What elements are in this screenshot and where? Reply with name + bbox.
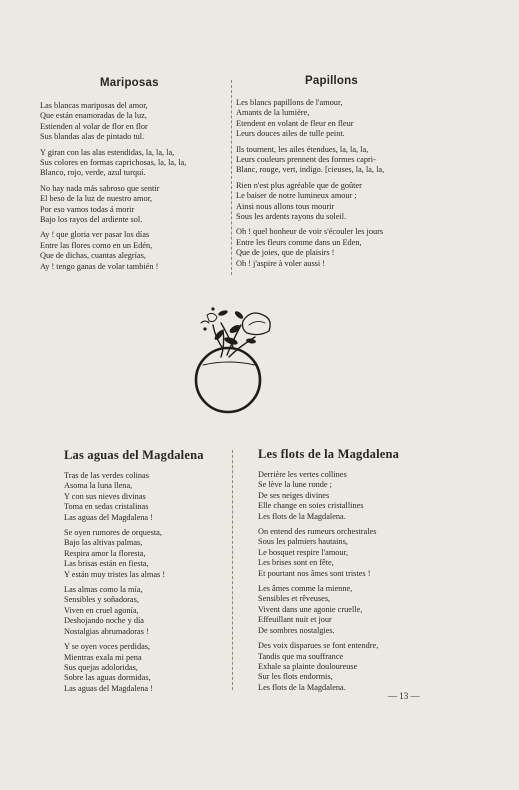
- stanza: [40, 230, 186, 272]
- verse-line: Sous les ardents rayons du soleil.: [236, 212, 347, 222]
- verse-line: Les âmes comme la mienne,: [258, 584, 353, 594]
- verse-line: Nostalgias abrumadoras !: [64, 626, 149, 636]
- verse-line: Y se oyen voces perdidas,: [64, 642, 151, 652]
- stanza: [64, 528, 165, 580]
- stanza: [64, 642, 165, 694]
- verse-line: Ay ! que gloria ver pasar los días: [40, 230, 150, 240]
- verse-line: Etendent en volant de fleur en fleur: [236, 118, 354, 128]
- verse-line: Se oyen rumores de orquesta,: [64, 528, 162, 538]
- stanza: [236, 181, 384, 223]
- verse-line: Que están enamoradas de la luz,: [40, 111, 147, 121]
- verse-line: Ay ! tengo ganas de volar también !: [40, 261, 159, 271]
- verse-line: Des voix disparues se font entendre,: [258, 641, 379, 651]
- verse-line: De sombres nostalgies.: [258, 625, 335, 635]
- verse-line: Sobre las aguas dormidas,: [64, 673, 151, 683]
- verse-line: Blanc, rouge, vert, indigo. [cieuses, la, la, la,: [236, 165, 385, 175]
- column-divider: [231, 80, 232, 275]
- flower-vase-icon: [193, 285, 283, 425]
- poem-title-las-aguas: Las aguas del Magdalena: [64, 448, 204, 462]
- verse-line: No hay nada más sabroso que sentir: [40, 183, 160, 193]
- verse-line: Sur les flots endormis,: [258, 672, 333, 682]
- verse-line: Respira amor la floresta,: [64, 548, 146, 558]
- verse-line: Las almas como la mía,: [64, 585, 143, 595]
- verse-line: Sus quejas adoloridas,: [64, 662, 138, 672]
- poem-title-papillons: Papillons: [305, 75, 358, 87]
- verse-line: Effeuillant nuit et jour: [258, 615, 332, 625]
- stanza: [40, 184, 186, 226]
- verse-line: Vivent dans une agonie cruelle,: [258, 604, 363, 614]
- verse-line: Bajo los rayos del ardiente sol.: [40, 215, 143, 225]
- verse-line: Asoma la luna llena,: [64, 481, 133, 491]
- poem-french-les-flots: [258, 470, 378, 698]
- verse-line: Oh ! j'aspire à voler aussi !: [236, 258, 326, 268]
- verse-line: Exhale sa plainte douloureuse: [258, 661, 358, 671]
- verse-line: Le baiser de notre lumineux amour ;: [236, 191, 357, 201]
- verse-line: De ses neiges divines: [258, 490, 330, 500]
- verse-line: Derrière les vertes collines: [258, 470, 347, 479]
- verse-line: Les blancs papillons de l'amour,: [236, 98, 343, 107]
- stanza: [64, 471, 165, 523]
- verse-line: Sous les palmiers hautains,: [258, 537, 348, 547]
- poem-title-mariposas: Mariposas: [100, 77, 159, 89]
- verse-line: Les flots de la Magdalena.: [258, 682, 346, 692]
- page-number: — 13 —: [388, 691, 420, 701]
- stanza: [40, 101, 186, 143]
- verse-line: Oh ! quel bonheur de voir s'écouler les jours: [236, 227, 384, 237]
- verse-line: Viven en cruel agonía,: [64, 605, 139, 615]
- verse-line: Las brisas están en fiesta,: [64, 559, 149, 569]
- verse-line: Mientras exala mi pena: [64, 652, 142, 662]
- verse-line: Se lève la lune ronde ;: [258, 480, 332, 490]
- verse-line: Las aguas del Magdalena !: [64, 512, 153, 522]
- verse-line: Tandis que ma souffrance: [258, 651, 344, 661]
- verse-line: Estienden al volar de flor en flor: [40, 121, 148, 131]
- verse-line: El beso de la luz de nuestro amor,: [40, 194, 153, 204]
- column-divider: [232, 450, 233, 690]
- stanza: [258, 527, 378, 579]
- verse-line: Tras de las verdes colinas: [64, 471, 149, 480]
- verse-line: Sus colores en formas caprichosas, la, la, la,: [40, 158, 187, 168]
- verse-line: Les brises sont en fête,: [258, 558, 334, 568]
- verse-line: Y con sus nieves divinas: [64, 491, 146, 501]
- verse-line: Sus blandas alas de pintado tul.: [40, 132, 145, 142]
- verse-line: Que de dichas, cuantas alegrías,: [40, 251, 146, 261]
- verse-line: Y están muy tristes las almas !: [64, 569, 166, 579]
- verse-line: Las aguas del Magdalena !: [64, 683, 153, 693]
- verse-line: Y giran con las alas estendidas, la, la, la,: [40, 147, 175, 157]
- poem-title-les-flots: Les flots de la Magdalena: [258, 447, 400, 461]
- verse-line: Bajo las altivas palmas,: [64, 538, 143, 548]
- verse-line: Les flots de la Magdalena.: [258, 511, 346, 521]
- stanza: [236, 145, 384, 176]
- poem-spanish-mariposas: [40, 101, 186, 277]
- verse-line: Rien n'est plus agréable que de goûter: [236, 180, 362, 190]
- verse-line: On entend des rumeurs orchestrales: [258, 527, 377, 537]
- verse-line: Ils tournent, les ailes étendues, la, la, la,: [236, 144, 369, 154]
- verse-line: Amants de la lumière,: [236, 108, 310, 118]
- stanza: [236, 98, 384, 140]
- verse-line: Et pourtant nos âmes sont tristes !: [258, 568, 371, 578]
- verse-line: Deshojando noche y día: [64, 616, 144, 626]
- verse-line: Le bosquet respire l'amour,: [258, 547, 349, 557]
- verse-line: Por eso vamos todas á morir: [40, 204, 135, 214]
- stanza: [258, 584, 378, 636]
- verse-line: Sensibles y soñadoras,: [64, 595, 139, 605]
- stanza: [258, 470, 378, 522]
- verse-line: Leurs douces ailes de tulle peint.: [236, 129, 345, 139]
- stanza: [40, 148, 186, 179]
- verse-line: Leurs couleurs prennent des formes capri-: [236, 155, 376, 165]
- verse-line: Que de joies, que de plaisirs !: [236, 248, 335, 258]
- verse-line: Elle change en soies cristallines: [258, 501, 364, 511]
- verse-line: Las blancas mariposas del amor,: [40, 101, 148, 110]
- stanza: [64, 585, 165, 637]
- stanza: [236, 227, 384, 269]
- poem-spanish-las-aguas: [64, 471, 165, 699]
- poem-french-papillons: [236, 98, 384, 274]
- verse-line: Entre les fleurs comme dans un Eden,: [236, 237, 362, 247]
- stanza: [258, 641, 378, 693]
- verse-line: Toma en sedas cristalinas: [64, 502, 149, 512]
- verse-line: Entre las flores como en un Edén,: [40, 240, 153, 250]
- verse-line: Ainsi nous allons tous mourir: [236, 201, 335, 211]
- verse-line: Sensibles et rêveuses,: [258, 594, 331, 604]
- verse-line: Blanco, rojo, verde, azul turquí.: [40, 168, 146, 178]
